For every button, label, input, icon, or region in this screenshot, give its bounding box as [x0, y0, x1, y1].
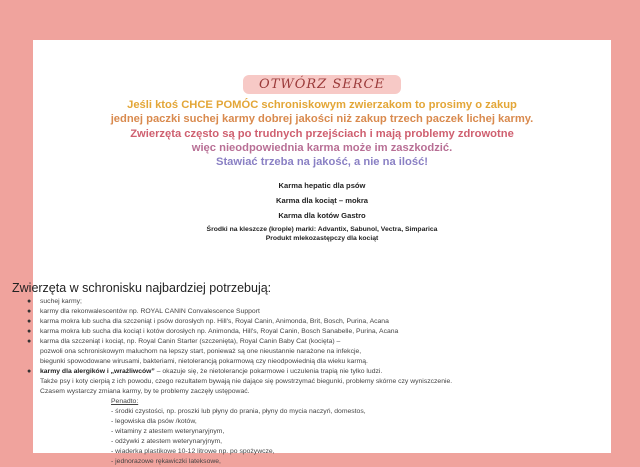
- poster-title: OTWÓRZ SERCE: [243, 75, 401, 94]
- food-item-1: Karma hepatic dla psów: [278, 181, 366, 190]
- list-item-continuation: pozwoli ona schroniskowym maluchom na lepszy start, ponieważ są one nieustannie narażone na infekcje,: [40, 348, 362, 355]
- milk-line: Produkt mlekozastępczy dla kociąt: [265, 235, 379, 242]
- bullet-icon: ●: [27, 298, 32, 305]
- food-item-2: Karma dla kociąt – mokra: [275, 196, 368, 205]
- extra-item: - środki czystości, np. proszki lub płyny do prania, płyny do mycia naczyń, domestos,: [111, 408, 366, 415]
- meds-text: Środki na kleszcze (krople) marki: Advantix, Sabunol, Vectra, Simparica: [206, 226, 438, 233]
- title-area: [33, 75, 611, 94]
- list-item: ● karmy dla rekonwalescentów np. ROYAL CANIN Convalescence Support: [27, 308, 260, 315]
- list-item-continuation: Także psy i koty cierpią z ich powodu, czego rezultatem bywają nie dające się powstrzymać biegunki, problemy skórne czy wyniszczenie.: [40, 378, 453, 385]
- list-item: ● karma mokra lub sucha dla szczeniąt i psów dorosłych np. Hill's, Royal Canin, Animonda, Brit, Bosch, Purina, Acana: [27, 318, 389, 325]
- extra-item: - jednorazowe rękawiczki lateksowe,: [111, 458, 221, 465]
- list-item: ● karmy dla alergików i „wrażliwców” – okazuje się, że nietolerancje pokarmowe i uczulenia trapią nie tylko ludzi. Także psy i koty cierpią z ich powodu, czego rezultatem bywają nie dające się powstrzymać biegunki, problemy skórne czy wyniszczenie. Czasem wystarczy zmiana karmy, by te problemy zaczęły ustępować.: [27, 367, 607, 397]
- extra-item: - legowiska dla psów /kotów,: [111, 418, 197, 425]
- appeal-line-5: Stawiać trzeba na jakość, a nie na ilość!: [215, 156, 429, 169]
- appeal-line-1: Jeśli ktoś CHCE POMÓC schroniskowym zwierzakom to prosimy o zakup: [127, 99, 517, 111]
- allergy-bold: karmy dla alergików i „wrażliwców”: [40, 368, 155, 375]
- list-item-continuation: Czasem wystarczy zmiana karmy, by te problemy zaczęły ustępować.: [40, 388, 250, 395]
- bullet-icon: ●: [27, 318, 32, 325]
- needs-heading: Zwierzęta w schronisku najbardziej potrzebują:: [12, 281, 272, 295]
- bullet-icon: ●: [27, 368, 32, 375]
- bullet-icon: ●: [27, 308, 32, 315]
- extras-heading: Penadto:: [111, 398, 139, 405]
- list-item: ● karma mokra lub sucha dla kociąt i kotów dorosłych np. Animonda, Hill's, Royal Canin, Bosch Sanabelle, Purina, Acana: [27, 328, 399, 335]
- bullet-icon: ●: [27, 328, 32, 335]
- extra-item: - wiaderka plastikowe 10-12 litrowe np. po spożywcze,: [111, 448, 275, 455]
- food-item-3: Karma dla kotów Gastro: [278, 211, 366, 220]
- extra-item: - odżywki z atestem weterynaryjnym,: [111, 438, 223, 445]
- list-item-continuation: biegunki spowodowane wirusami, bakteriami, nietolerancją pokarmową czy nieodpowiednią dla wieku karmą.: [40, 358, 368, 365]
- appeal-line-3: Zwierzęta często są po trudnych przejściach i mają problemy zdrowotne: [130, 127, 514, 140]
- meds-line: [33, 226, 611, 233]
- extra-item: - witaminy z atestem weterynaryjnym,: [111, 428, 225, 435]
- list-item: ● suchej karmy;: [27, 298, 82, 305]
- appeal-text: [33, 98, 611, 169]
- needs-list: [27, 297, 607, 467]
- list-item: ● karma dla szczeniąt i kociąt, np. Royal Canin Starter (szczenięta), Royal Canin Baby Cat (kocięta) – pozwoli ona schroniskowym maluchom na lepszy start, ponieważ są one nieustannie narażone na infekcje, biegunki spowodowane wirusami, bakteriami, nietolerancją pokarmową czy nieodpowiednią dla wieku karmą.: [27, 337, 607, 367]
- appeal-line-2: jednej paczki suchej karmy dobrej jakości niż zakup trzech paczek lichej karmy.: [110, 113, 534, 126]
- bullet-icon: ●: [27, 338, 32, 345]
- poster-sheet: [12, 40, 611, 465]
- appeal-line-4: więc nieodpowiednia karma może im zaszkodzić.: [191, 141, 453, 154]
